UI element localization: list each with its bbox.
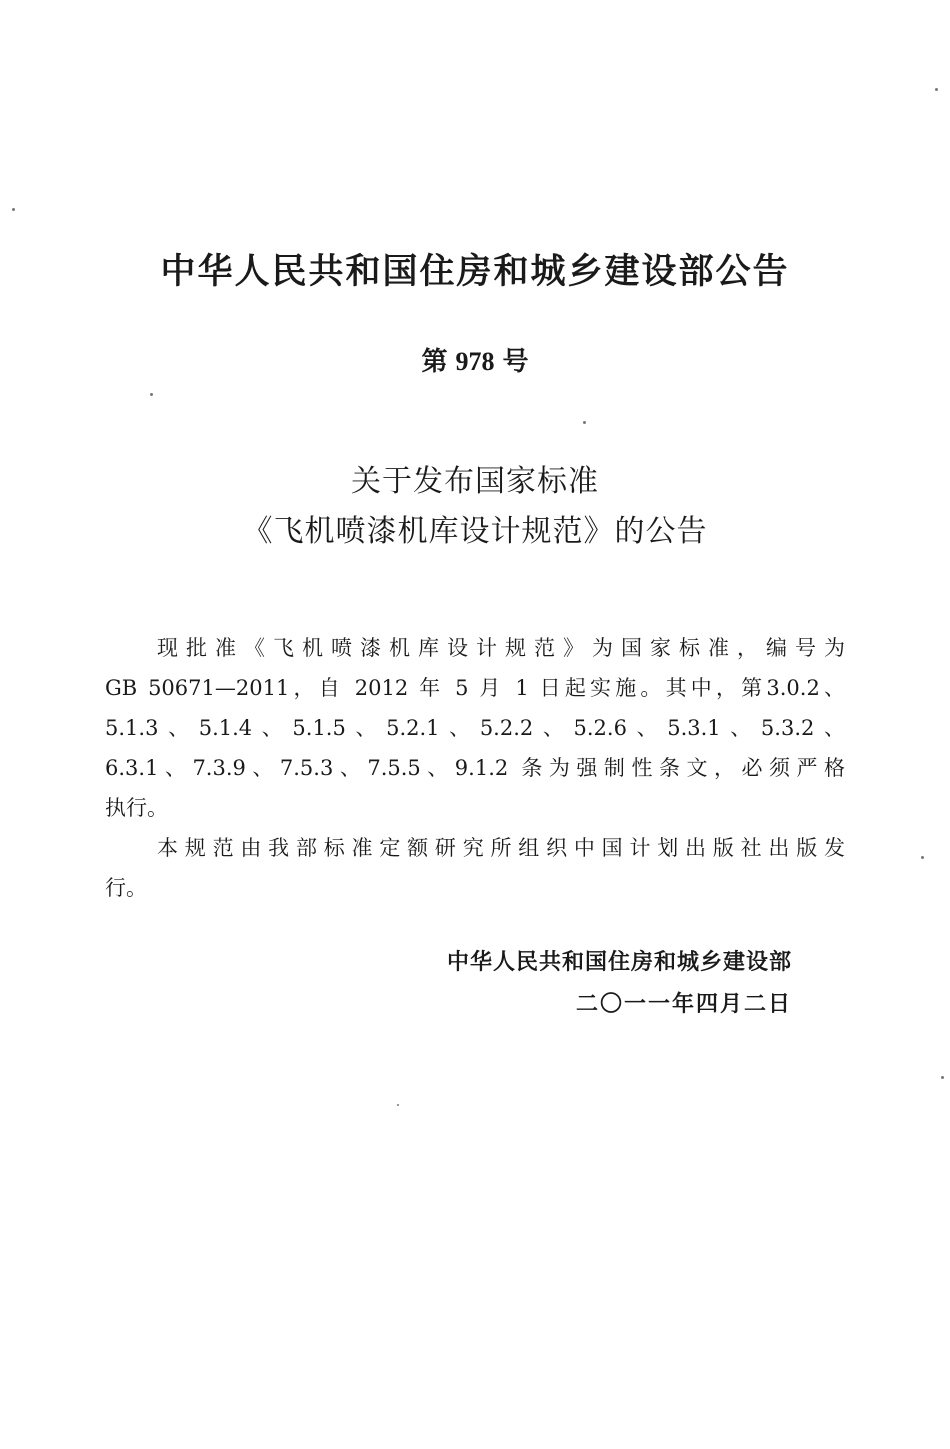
scan-speck (921, 856, 924, 859)
paragraph-1-line: GB 50671—2011，自 2012 年 5 月 1 日起实施。其中，第3.0.2、 (105, 676, 845, 700)
paragraph-1-line: 执行。 (105, 796, 168, 820)
paragraph-2-line: 本规范由我部标准定额研究所组织中国计划出版社出版发 (157, 836, 845, 860)
paragraph-1-line: 5.1.3、5.1.4、5.1.5、5.2.1、5.2.2、5.2.6、5.3.1、5.3.2、 (105, 716, 845, 740)
subtitle-line-2: 《飞机喷漆机库设计规范》的公告 (242, 514, 708, 549)
main-title: 中华人民共和国住房和城乡建设部公告 (160, 252, 790, 292)
scan-speck (12, 208, 15, 211)
paragraph-1-line: 6.3.1、7.3.9、7.5.3、7.5.5、9.1.2 条为强制性条文，必须严格 (105, 756, 845, 780)
notice-number-value: 978 (455, 347, 495, 376)
scan-speck (941, 1076, 944, 1079)
scan-speck (935, 88, 938, 91)
signature-organization: 中华人民共和国住房和城乡建设部 (446, 950, 792, 975)
signature-date: 二〇一一年四月二日 (575, 992, 792, 1017)
notice-number (0, 342, 950, 382)
paragraph-1-line: 现批准《飞机喷漆机库设计规范》为国家标准，编号为 (157, 636, 845, 660)
scan-speck (150, 393, 153, 396)
notice-prefix: 第 (421, 347, 448, 377)
scan-speck (397, 1104, 399, 1106)
paragraph-2-line: 行。 (105, 876, 147, 900)
subtitle-line-1: 关于发布国家标准 (351, 464, 599, 499)
announcement-body (105, 628, 845, 908)
scan-speck (583, 421, 586, 424)
notice-suffix: 号 (502, 347, 529, 377)
